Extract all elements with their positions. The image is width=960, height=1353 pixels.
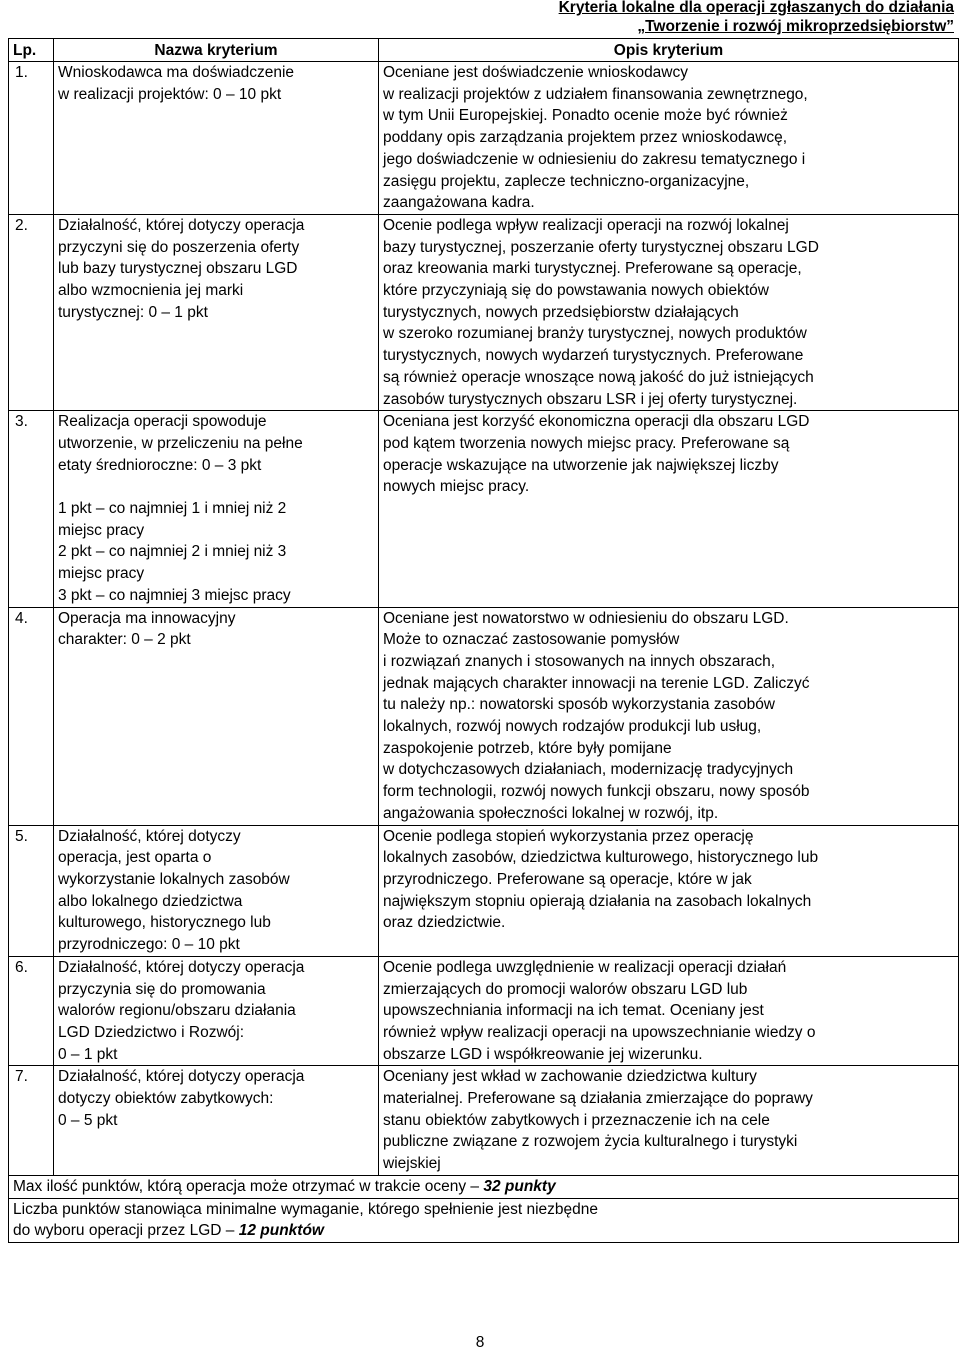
criterion-name (54, 607, 379, 825)
criterion-name (54, 62, 379, 215)
criterion-description-line: Oceniane jest nowatorstwo w odniesieniu do obszaru LGD. (383, 609, 789, 627)
criterion-description-line: oraz kreowania marki turystycznej. Preferowane są operacje, (383, 260, 802, 278)
criterion-description-line: turystycznych, nowych wydarzeń turystycznych. Preferowane (383, 347, 804, 365)
scoring-rule-line: 1 pkt – co najmniej 1 i mniej niż 2 (58, 500, 287, 518)
min-points-cell (9, 1198, 959, 1242)
criterion-description-line: zaspokojenie potrzeb, które były pomijane (383, 739, 672, 757)
column-header-description: Opis kryterium (379, 39, 959, 62)
table-row (9, 1066, 959, 1176)
criterion-description (379, 956, 959, 1066)
criterion-description (379, 825, 959, 956)
min-points-label-line2: do wyboru operacji przez LGD – (13, 1222, 239, 1240)
criterion-name-line: lub bazy turystycznej obszaru LGD (58, 260, 298, 278)
criterion-name-line: przyrodniczego: 0 – 10 pkt (58, 936, 240, 954)
criterion-name-line: etaty średnioroczne: 0 – 3 pkt (58, 456, 262, 474)
criterion-name-line: Wnioskodawca ma doświadczenie (58, 64, 295, 81)
table-row (9, 411, 959, 607)
criterion-name-line: przyczynia się do promowania (58, 980, 266, 998)
table-row (9, 607, 959, 825)
min-points-row (9, 1198, 959, 1242)
criterion-description-line: Oceniane jest doświadczenie wnioskodawcy (383, 64, 688, 81)
criterion-name-line: LGD Dziedzictwo i Rozwój: (58, 1023, 245, 1041)
criterion-description (379, 214, 959, 410)
criterion-description-line: zmierzających do promocji walorów obszaru LGD lub (383, 980, 748, 998)
criterion-description-line: publiczne związane z rozwojem życia kulturalnego i turystyki (383, 1133, 798, 1151)
criterion-description-line: tu należy np.: nowatorski sposób wykorzystania zasobów (383, 696, 776, 714)
criterion-description-line: Oceniana jest korzyść ekonomiczna operacji dla obszaru LGD (383, 413, 810, 431)
criterion-description-line: są również operacje wnoszące nową jakość do już istniejących (383, 368, 814, 386)
criterion-description-line: poddany opis zarządzania projektem przez wnioskodawcę, (383, 129, 788, 147)
criterion-description-line: materialnej. Preferowane są działania zmierzające do poprawy (383, 1090, 813, 1108)
max-points-label: Max ilość punktów, którą operacja może otrzymać w trakcie oceny – (13, 1177, 484, 1195)
criterion-description-line: form technologii, rozwój nowych funkcji obszaru, nowy sposób (383, 783, 810, 801)
criterion-description-line: nowych miejsc pracy. (383, 478, 530, 496)
table-header-row (9, 39, 959, 62)
document-subtitle: „Tworzenie i rozwój mikroprzedsiębiorstw” (637, 18, 954, 35)
criteria-table (8, 38, 959, 1243)
table-row (9, 62, 959, 215)
criterion-name-line: albo wzmocnienia jej marki (58, 282, 244, 300)
criterion-name (54, 825, 379, 956)
criterion-description-line: lokalnych zasobów, dziedzictwa kulturowego, historycznego lub (383, 849, 819, 867)
criterion-name-line: Działalność, której dotyczy operacja (58, 216, 305, 234)
criterion-description-line: jednak mających charakter innowacji na terenie LGD. Zaliczyć (383, 674, 810, 692)
criterion-description-line: przyrodniczego. Preferowane są operacje, które w jak (383, 871, 752, 888)
criterion-description-line: lokalnych, rozwój nowych rodzajów produkcji lub usług, (383, 718, 762, 736)
max-points-cell (9, 1175, 959, 1198)
criterion-description-line: Ocenie podlega stopień wykorzystania przez operację (383, 827, 754, 845)
row-number: 7. (9, 1066, 54, 1176)
criterion-name-line: wykorzystanie lokalnych zasobów (58, 871, 290, 888)
criterion-name-line: Działalność, której dotyczy (58, 827, 241, 845)
column-header-lp: Lp. (9, 39, 54, 62)
criterion-name-line: w realizacji projektów: 0 – 10 pkt (58, 85, 282, 103)
table-row (9, 956, 959, 1066)
scoring-rule-line: 3 pkt – co najmniej 3 miejsc pracy (58, 586, 291, 604)
min-points-label-line1: Liczba punktów stanowiąca minimalne wymaganie, którego spełnienie jest niezbędne (13, 1200, 599, 1218)
criterion-description-line: w realizacji projektów z udziałem finansowania zewnętrznego, (383, 85, 808, 103)
min-points-value: 12 punktów (238, 1222, 324, 1240)
criterion-description-line: turystycznych, nowych przedsiębiorstw działających (383, 303, 739, 321)
criterion-description-line: obszarze LGD i współkreowanie jej wizerunku. (383, 1045, 703, 1063)
criterion-name-line: walorów regionu/obszaru działania (58, 1002, 296, 1020)
criterion-name-line: utworzenie, w przeliczeniu na pełne (58, 434, 303, 452)
row-number: 5. (9, 825, 54, 956)
criterion-description-line: również wpływ realizacji operacji na upowszechnianie wiedzy o (383, 1023, 816, 1041)
criterion-description-line: Ocenie podlega uwzględnienie w realizacji operacji działań (383, 958, 787, 976)
criterion-name-line: Działalność, której dotyczy operacja (58, 958, 305, 976)
criterion-description-line: Może to oznaczać zastosowanie pomysłów (383, 631, 680, 649)
criterion-description-line: operacje wskazujące na utworzenie jak największej liczby (383, 456, 779, 474)
page-number: 8 (475, 1334, 485, 1351)
criterion-description-line: pod kątem tworzenia nowych miejsc pracy. Preferowane są (383, 434, 790, 452)
table-row (9, 214, 959, 410)
criterion-name-line: albo lokalnego dziedzictwa (58, 892, 243, 910)
criterion-description-line: i rozwiązań znanych i stosowanych na innych obszarach, (383, 652, 776, 670)
criterion-name (54, 214, 379, 410)
criterion-description-line: wiejskiej (383, 1155, 441, 1173)
criterion-name (54, 1066, 379, 1176)
row-number: 3. (9, 411, 54, 607)
criterion-name-line: kulturowego, historycznego lub (58, 914, 271, 932)
criterion-name-line: przyczyni się do poszerzenia oferty (58, 238, 300, 256)
spacer (58, 476, 374, 498)
criterion-name (54, 411, 379, 607)
criterion-description-line: w szeroko rozumianej branży turystycznej, nowych produktów (383, 325, 807, 343)
row-number: 1. (9, 62, 54, 215)
row-number: 2. (9, 214, 54, 410)
criterion-description-line: w dotychczasowych działaniach, modernizację tradycyjnych (383, 761, 794, 779)
scoring-rule-line: 2 pkt – co najmniej 2 i mniej niż 3 (58, 543, 287, 561)
max-points-value: 32 punkty (483, 1177, 556, 1195)
criterion-description-line: zasobów turystycznych obszaru LSR i jej oferty turystycznej. (383, 390, 798, 408)
criterion-description-line: zaangażowana kadra. (383, 194, 535, 212)
criterion-description-line: oraz dziedzictwie. (383, 914, 506, 932)
criterion-description-line: stanu obiektów zabytkowych i przeznaczenie ich na cele (383, 1111, 770, 1129)
criterion-name-line: operacja, jest oparta o (58, 849, 212, 867)
criterion-name (54, 956, 379, 1066)
criterion-description-line: w tym Unii Europejskiej. Ponadto ocenie może być również (383, 107, 788, 125)
criterion-name-line: Działalność, której dotyczy operacja (58, 1068, 305, 1086)
criterion-description-line: zasięgu projektu, zaplecze techniczno-organizacyjne, (383, 172, 750, 190)
criterion-description-line: angażowania społeczności lokalnej w rozwój, itp. (383, 804, 719, 822)
criterion-name-line: Realizacja operacji spowoduje (58, 413, 267, 431)
criterion-description (379, 62, 959, 215)
document-title: Kryteria lokalne dla operacji zgłaszanych do działania (558, 0, 954, 16)
criterion-description-line: Oceniany jest wkład w zachowanie dziedzictwa kultury (383, 1068, 757, 1086)
criterion-name-line: dotyczy obiektów zabytkowych: (58, 1090, 274, 1108)
table-row (9, 825, 959, 956)
scoring-rule-line: miejsc pracy (58, 565, 145, 583)
criterion-name-line: charakter: 0 – 2 pkt (58, 631, 191, 649)
criterion-name-line: 0 – 5 pkt (58, 1111, 118, 1129)
max-points-row (9, 1175, 959, 1198)
criterion-description-line: które przyczyniają się do powstawania nowych obiektów (383, 282, 769, 300)
criterion-name-line: Operacja ma innowacyjny (58, 609, 236, 627)
column-header-name: Nazwa kryterium (54, 39, 379, 62)
criterion-description (379, 411, 959, 607)
criterion-description-line: największym stopniu opierają działania na zasobach lokalnych (383, 892, 812, 910)
criterion-description-line: jego doświadczenie w odniesieniu do zakresu tematycznego i (383, 150, 806, 168)
row-number: 6. (9, 956, 54, 1066)
criterion-description (379, 607, 959, 825)
criterion-description-line: Ocenie podlega wpływ realizacji operacji na rozwój lokalnej (383, 216, 789, 234)
criterion-name-line: turystycznej: 0 – 1 pkt (58, 303, 208, 321)
criterion-description (379, 1066, 959, 1176)
criterion-name-line: 0 – 1 pkt (58, 1045, 118, 1063)
row-number: 4. (9, 607, 54, 825)
criterion-description-line: bazy turystycznej, poszerzanie oferty turystycznej obszaru LGD (383, 238, 819, 256)
criterion-description-line: upowszechniania informacji na ich temat. Oceniany jest (383, 1002, 764, 1020)
scoring-rule-line: miejsc pracy (58, 521, 145, 539)
